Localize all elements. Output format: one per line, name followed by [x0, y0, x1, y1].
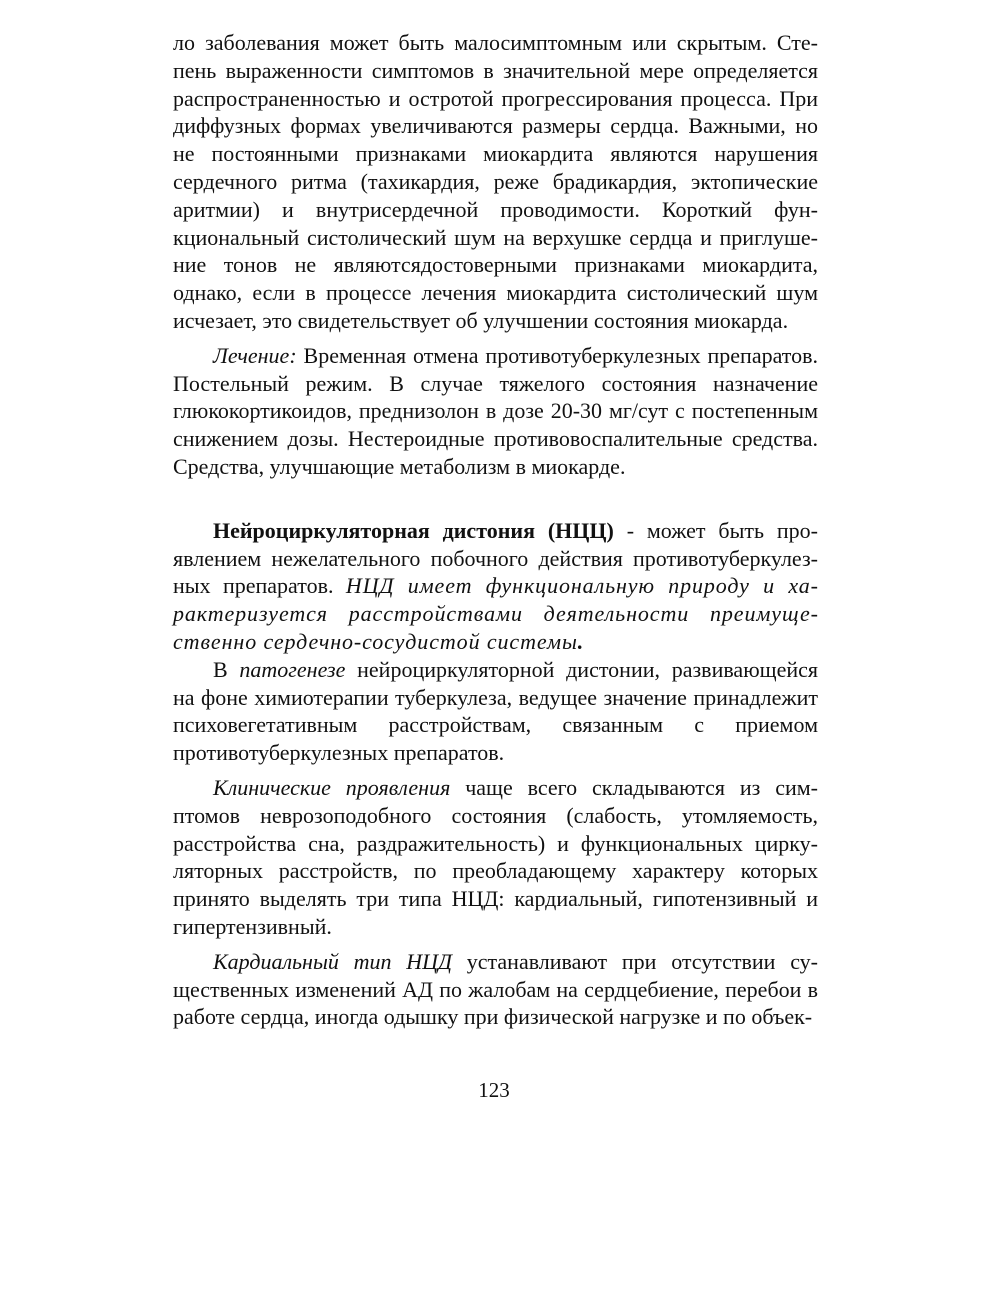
paragraph-cardiac-type	[173, 948, 818, 1031]
clinical-text: чаще всего складываются из симптомов неврозоподобного состояния (слабость, утомляемость, расстройства сна, раздражительность) и функциональных циркуляторных расстройств, по преобладающему характеру которых принято выделять три типа НЦД: кардиальный, гипотензивный и гипертензивный.	[173, 774, 818, 939]
paragraph-myocarditis-symptoms	[173, 29, 818, 335]
treatment-text: Временная отмена противотуберкулезных препаратов. Постельный режим. В случае тяжелого состояния назначение глюкокортикоидов, преднизолон в дозе 20-30 мг/сут с постепенным снижением дозы. Нестероидные противовоспалительные средства. Средства, улучшающие метаболизм в миокарде.	[173, 342, 818, 479]
clinical-term: Клинические проявления	[213, 774, 451, 800]
paragraph-text: ло заболевания может быть малосимптомным или скрытым. Степень выраженности симптомов в значительной мере определяется распространенностью и остротой прогрессирования процесса. При диффузных формах увеличиваются размеры сердца. Важными, но не постоянными признаками миокардита являются нарушения сердечного ритма (тахикардия, реже брадикардия, эктопические аритмии) и внутрисердечной проводимости. Короткий функциональный систолический шум на верхушке сердца и приглушение тонов не являютсядостоверными признаками миокардита, однако, если в процессе лечения миокардита систолический шум исчезает, это свидетельствует об улучшении состояния миокарда.	[173, 30, 818, 333]
cardiac-type-text: устанавливают при отсутствии существенных изменений АД по жалобам на сердцебиение, перебои в работе сердца, иногда одышку при физической нагрузке и по объек-	[173, 948, 818, 1030]
pathogenesis-term: патогенезе	[239, 656, 346, 682]
ncd-intro-text: - может быть проявлением нежелательного побочного действия противотуберкулезных препаратов.	[173, 517, 818, 599]
ncd-end-period: .	[577, 628, 584, 654]
paragraph-ncd-definition	[173, 517, 818, 656]
pathogenesis-start: В	[213, 656, 240, 682]
cardiac-type-term: Кардиальный тип НЦД	[213, 948, 453, 974]
paragraph-treatment	[173, 342, 818, 481]
page-body	[173, 29, 818, 1031]
treatment-label: Лечение:	[213, 342, 297, 368]
paragraph-pathogenesis	[173, 656, 818, 767]
page-number: 123	[478, 1078, 510, 1102]
paragraph-clinical	[173, 774, 818, 941]
ncd-italic-text: НЦД имеет функциональную природу и характеризуется расстройствами деятельности преимущественно сердечно-сосудистой системы	[173, 573, 818, 654]
pathogenesis-text: нейроциркуляторной дистонии, развивающейся на фоне химиотерапии туберкулеза, ведущее значение принадлежит психовегетативным расстройствам, связанным с приемом противотуберкулезных препаратов.	[173, 656, 818, 766]
ncd-heading: Нейроциркуляторная дистония (НЦЦ)	[213, 517, 614, 543]
